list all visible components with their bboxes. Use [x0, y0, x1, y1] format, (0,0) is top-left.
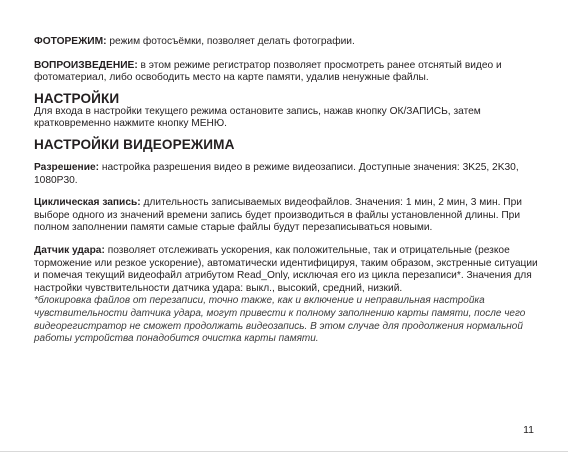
g-sensor-text: позволяет отслеживать ускорения, как положительные, так и отрицательные (резкое торможение или резкое ускорение), автоматически идентифицируя, таким образом, экстренные ситуации и помечая текущий видеофайл атрибутом Read_Only, исключая его из цикла перезаписи*. Значения для настройки чувствительности датчика удара: выкл., высокий, средний, низкий. — [34, 244, 538, 294]
resolution-label: Разрешение: — [34, 161, 100, 173]
g-sensor-label: Датчик удара: — [34, 244, 105, 256]
photo-mode-paragraph — [34, 36, 542, 49]
loop-recording-text: длительность записываемых видеофайлов. Значения: 1 мин, 2 мин, 3 мин. При выборе одного из значений времени запись будет производиться в файлы установленной длины. При полном заполнении памяти самые старые файлы будут перезаписываться новыми. — [34, 197, 522, 234]
playback-paragraph — [34, 60, 542, 85]
photo-mode-text: режим фотосъёмки, позволяет делать фотографии. — [106, 36, 355, 47]
loop-recording-paragraph — [34, 197, 542, 235]
settings-heading: НАСТРОЙКИ — [34, 90, 120, 106]
playback-label: ВОПРОИЗВЕДЕНИЕ: — [34, 59, 138, 71]
manual-page-content — [34, 36, 542, 346]
bottom-divider — [0, 451, 568, 452]
photo-mode-label: ФОТОРЕЖИМ: — [34, 36, 107, 47]
page-number: 11 — [523, 424, 534, 436]
resolution-text: настройка разрешения видео в режиме видеозаписи. Доступные значения: 3K25, 2K30, 1080P30. — [34, 161, 519, 186]
settings-paragraph: Для входа в настройки текущего режима остановите запись, нажав кнопку ОК/ЗАПИСЬ, затем кратковременно нажмите кнопку МЕНЮ. — [34, 105, 481, 130]
footnote: *блокировка файлов от перезаписи, точно также, как и включение и неправильная настройка чувствительности датчика удара, могут привести к полному заполнению карты памяти, после чего видеорегистратор не сможет продолжать видеозапись. В этом случае для продолжения нормальной работы устройства понадобится очистка карты памяти. — [34, 295, 526, 345]
g-sensor-paragraph — [34, 245, 542, 295]
video-settings-heading: НАСТРОЙКИ ВИДЕОРЕЖИМА — [34, 136, 235, 152]
resolution-paragraph — [34, 162, 542, 187]
playback-text: в этом режиме регистратор позволяет просмотреть ранее отснятый видео и фотоматериал, либо освободить место на карте памяти, удалив ненужные файлы. — [34, 59, 502, 84]
loop-recording-label: Циклическая запись: — [34, 197, 141, 209]
